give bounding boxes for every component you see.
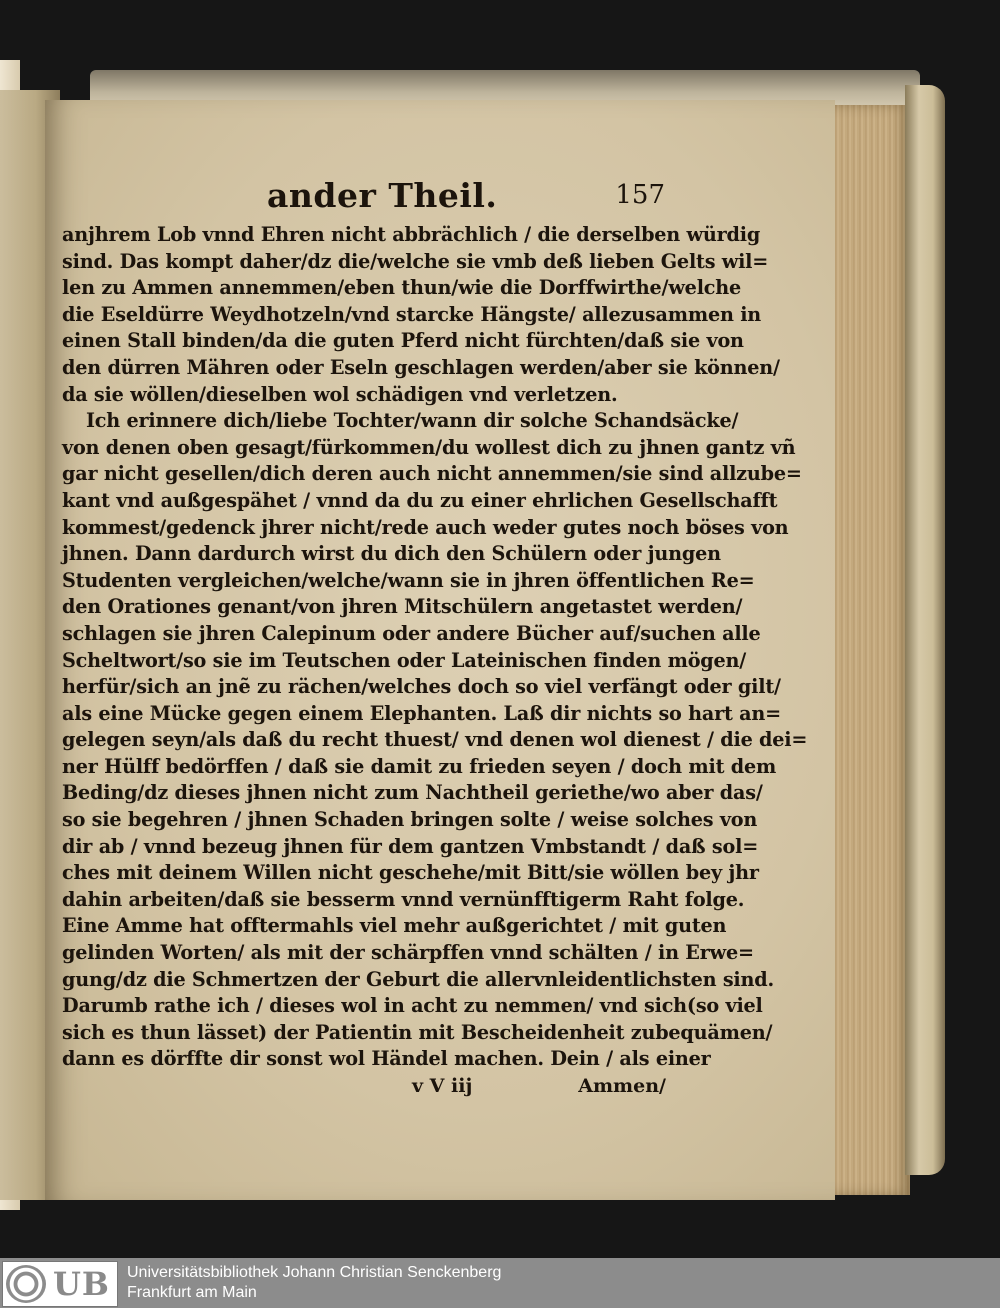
text-line: Scheltwort/so sie im Teutschen oder Lateinischen finden mögen/: [62, 648, 747, 672]
text-line: den Orationes genant/von jhren Mitschülern angetastet werden/: [62, 595, 743, 619]
text-block: [62, 176, 808, 1105]
running-head: ander Theil.: [267, 176, 498, 215]
body-text: [62, 222, 808, 1073]
text-line: gelinden Worten/ als mit der schärpffen vnnd schälten / in Erwe=: [62, 941, 754, 965]
text-line: da sie wöllen/dieselben wol schädigen vnd verletzen.: [62, 382, 618, 406]
text-line: dann es dörffte dir sonst wol Händel machen. Dein / als einer: [62, 1047, 711, 1071]
text-line: jhnen. Dann dardurch wirst du dich den Schülern oder jungen: [62, 542, 721, 566]
page-header: [62, 176, 670, 220]
text-line: sich es thun lässet) der Patientin mit Bescheidenheit zubequämen/: [62, 1020, 773, 1044]
page-number: 157: [615, 180, 665, 210]
text-line: Eine Amme hat offtermahls viel mehr außgerichtet / mit guten: [62, 914, 727, 938]
signature-mark: v V iij: [412, 1075, 473, 1097]
text-line: Ich erinnere dich/liebe Tochter/wann dir solche Schandsäcke/: [86, 409, 739, 433]
text-line: Beding/dz dieses jhnen nicht zum Nachtheil geriethe/wo aber das/: [62, 781, 763, 805]
text-line: len zu Ammen annemmen/eben thun/wie die Dorffwirthe/welche: [62, 276, 742, 300]
text-line: dir ab / vnnd bezeug jhnen für dem gantzen Vmbstandt / daß sol=: [62, 834, 759, 858]
text-line: kommest/gedenck jhrer nicht/rede auch weder gutes noch böses von: [62, 515, 789, 539]
institution-location: Frankfurt am Main: [127, 1284, 257, 1301]
text-line: gung/dz die Schmertzen der Geburt die allervnleidentlichsten sind.: [62, 967, 774, 991]
page-footer: [62, 1075, 670, 1105]
text-line: Studenten vergleichen/welche/wann sie in jhren öffentlichen Re=: [62, 568, 755, 592]
text-line: als eine Mücke gegen einem Elephanten. Laß dir nichts so hart an=: [62, 701, 782, 725]
text-line: ner Hülff bedörffen / daß sie damit zu frieden seyen / doch mit dem: [62, 754, 777, 778]
library-logo[interactable]: [2, 1261, 118, 1307]
text-line: sind. Das kompt daher/dz die/welche sie vmb deß lieben Gelts wil=: [62, 249, 769, 273]
text-line: Darumb rathe ich / dieses wol in acht zu nemmen/ vnd sich(so viel: [62, 994, 763, 1018]
seal-icon: [6, 1265, 46, 1303]
logo-text: UB: [53, 1265, 110, 1303]
text-line: ches mit deinem Willen nicht geschehe/mit Bitt/sie wöllen bey jhr: [62, 861, 759, 885]
text-line: den dürren Mähren oder Eseln geschlagen werden/aber sie können/: [62, 355, 780, 379]
library-footer-bar: [0, 1258, 1000, 1308]
text-line: schlagen sie jhren Calepinum oder andere Bücher auf/suchen alle: [62, 621, 761, 645]
text-line: gelegen seyn/als daß du recht thuest/ vnd denen wol dienest / die dei=: [62, 728, 808, 752]
text-line: dahin arbeiten/daß sie besserm vnnd vernünfftigerm Raht folge.: [62, 887, 745, 911]
catchword: Ammen/: [578, 1075, 666, 1097]
text-line: so sie begehren / jhnen Schaden bringen solte / weise solches von: [62, 808, 758, 832]
text-line: die Eseldürre Weydhotzeln/vnd starcke Hängste/ allezusammen in: [62, 302, 762, 326]
text-line: von denen oben gesagt/fürkommen/du wollest dich zu jhnen gantz vñ: [62, 435, 796, 459]
text-line: gar nicht gesellen/dich deren auch nicht annemmen/sie sind allzube=: [62, 462, 802, 486]
text-line: herfür/sich an jnẽ zu rächen/welches doch so viel verfängt oder gilt/: [62, 675, 781, 699]
text-line: anjhrem Lob vnnd Ehren nicht abbrächlich / die derselben würdig: [62, 223, 761, 246]
cover-board: [905, 85, 945, 1175]
text-line: kant vnd außgespähet / vnnd da du zu einer ehrlichen Gesellschafft: [62, 488, 778, 512]
text-line: einen Stall binden/da die guten Pferd nicht fürchten/daß sie von: [62, 329, 744, 353]
institution-name: Universitätsbibliothek Johann Christian Senckenberg: [127, 1264, 502, 1281]
